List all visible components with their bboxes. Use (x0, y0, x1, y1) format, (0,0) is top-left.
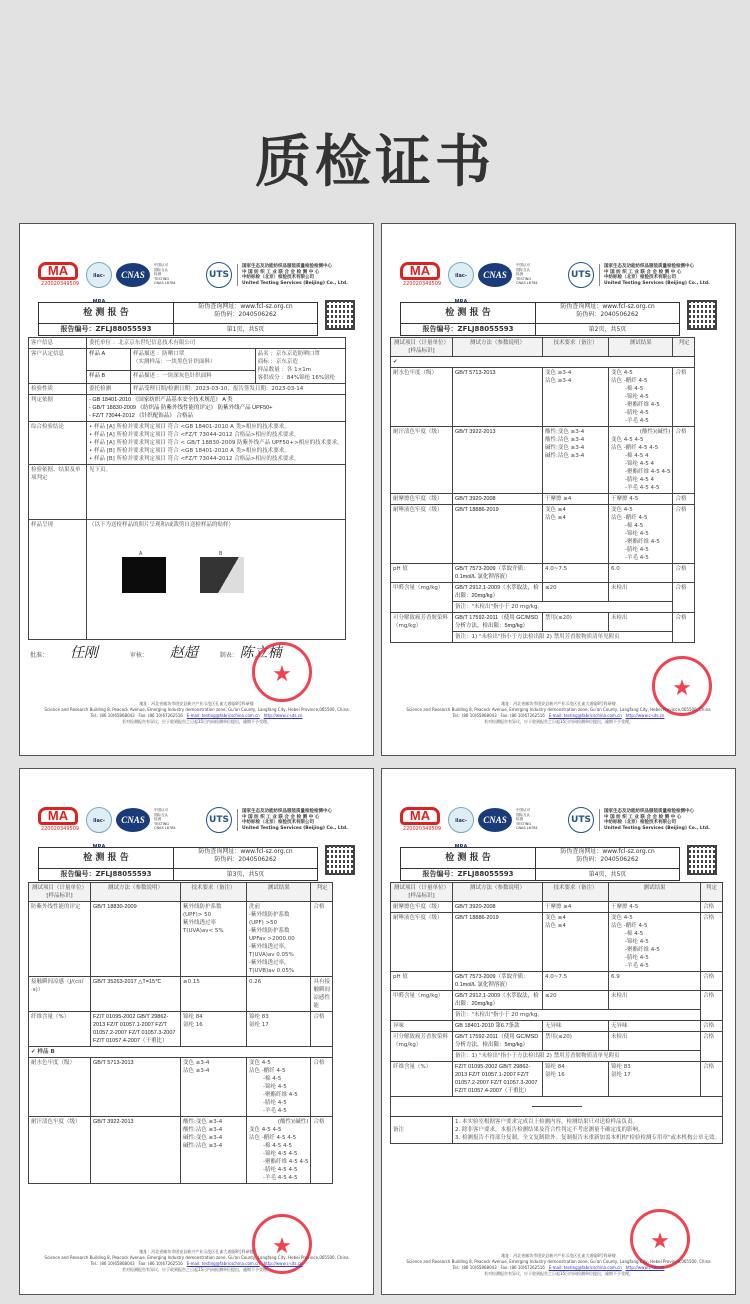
report-title: 检 测 报 告 (401, 303, 536, 323)
page-number: 第3页，共5页 (226, 871, 265, 878)
email-link[interactable]: E-mail: testing@fabricschina.com.cn (548, 1265, 622, 1270)
page-number: 第4页，共5页 (588, 871, 627, 878)
report-number: 报告编号：ZFLJ88055593 (401, 869, 536, 880)
website-link[interactable]: http://www.c-uts.cn (625, 713, 665, 718)
report-title: 检 测 报 告 (401, 848, 536, 868)
table-row: 可分解致癌芳香胺染料（mg/kg） GB/T 17592-2011（使用 GC/MSD 分析方法，检出限：5mg/kg） 禁用(≤20) 未检出 合格 (391, 613, 695, 632)
footer: 地址：河北省廊坊市固安县新兴产业示范区孔雀大道临8号科研楼 Science and Research Building 8, Peacock Avenue, Emerging Industry demonstration zone, Gu'an County, Langfang City, Hebei Province,065500, China Tel.: (86 10)65868043 Fax: (86 10)67262516 E-mail: testing@fabricschina.com.cn http://www.c-uts.cn 若对检测报告有异议，应于收到报告之日起15日内向检测单位提出，逾期不予受理。 (406, 701, 711, 724)
logo-bar (400, 262, 717, 305)
lab-name: 国家生态及功能纺织品服装质量检验检测中心 中 国 纺 织 工 业 联 合 会 检 测 中 心 中纺标检（北京）检验技术有限公司 United Testing Services (Beijing) Co., Ltd. (604, 264, 710, 286)
email-link[interactable]: E-mail: testing@fabricschina.com.cn (186, 713, 260, 718)
anti-fake-url: 防伪查询网址：www.fcl-sz.org.cn (198, 303, 293, 310)
uts-logo: UTS (568, 807, 594, 833)
report-page-1 (19, 223, 374, 756)
table-row: pH 值 GB/T 7573-2009（萃取介质：0.1mol/L 氯化钾溶液） 4.0~7.5 6.9 合格 (391, 972, 723, 991)
test-results-table: 测试项目（计量单位）[样品标识] 测试方法（参数说明） 技术要求（备注） 测试结果 判定 耐摩擦色牢度（级） GB/T 3920-2008 干摩擦 ≥4 干摩擦 4-5 合格 耐唾液色牢度（级） GB/T 18886-2019 变色 ≥4 沾色 ≥4 变色 4-5 沾色 -醋纤 4-5 -棉 4-5 -锦纶 4-5 -聚酯纤维 4-5 -腈纶 4-5 -羊毛 4-5 合格 pH 值 GB/T 7573-2009（萃取介质：0.1mol/L 氯化钾溶液） 4.0~7.5 6.9 合格 甲醛含量（mg/kg） GB/T 2912.1-2009（水萃取法，检出限：20mg/kg） ≤20 未检出 合格 备注："未检出"指小于 20 mg/kg。 异味 GB 18401-2010 第6.7条款 无异味 无异味 合格 可分解致癌芳香胺染料（mg/kg） GB/T 17592-2011（使用 GC/MSD 分析方法，检出限：5mg/kg） 禁用(≤20) 未检出 合格 备注：1) "未检出"指小于方法检出限 2) 禁用芳香胺物质清单见附页 纤维含量（%） FZ/T 01095-2002 GB/T 29862-2013 FZ/T 01057.1-2007 FZ/T 01057.2-2007 FZ/T 01057.3-2007 FZ/T 01057.4-2007（干重比） 锦纶 84 氨纶 16 锦纶 83 氨纶 17 合格 备注 1. 本实验室根据客户要求完成以上检测内容，检测结果只对送检样品负责。 2. 除非客户要求，本报告检测结果及符合性判定不考虑测量不确定度的影响。 3. 检测报告不得部分复制，全文复制除外。复制报告未重新加盖本机构"检验检测专用章"或本机构公章无效。 (390, 882, 723, 1144)
sample-b-section: ✔ 样品 B (29, 1047, 333, 1058)
official-stamp-icon: ★ (630, 1209, 690, 1269)
cnas-logo: CNAS (478, 808, 512, 832)
email-link[interactable]: E-mail: testing@fabricschina.com.cn (548, 713, 622, 718)
end-line (532, 1106, 582, 1107)
test-results-table: 测试项目（计量单位）[样品标识] 测试方法（参数说明） 技术要求（备注） 测试结果 判定 ✔ 耐水色牢度（级） GB/T 5713-2013 变色 ≥3-4 沾色 ≥3-4 变色 4-5 沾色 -醋纤 4-5 -棉 4-5 -锦纶 4-5 -聚酯纤维 4-5 -腈纶 4-5 -羊毛 4-5 合格 耐汗渍色牢度（级） GB/T 3922-2013 酸性:变色 ≥3-4 酸性:沾色 ≥3-4 碱性:变色 ≥3-4 碱性:沾色 ≥3-4 (酸性)(碱性) 变色 4-5 4-5 沾色 -醋纤 4-5 4-5 -棉 4-5 4 -锦纶 4-5 4 -聚酯纤维 4-5 4-5 -腈纶 4-5 4 -羊毛 4-5 4-5 合格 耐摩擦色牢度（级） GB/T 3920-2008 干摩擦 ≥4 干摩擦 4-5 合格 耐唾液色牢度（级） GB/T 18886-2019 变色 ≥4 沾色 ≥4 变色 4-5 沾色 -醋纤 4-5 -棉 4-5 -锦纶 4-5 -聚酯纤维 4-5 -腈纶 4-5 -羊毛 4-5 合格 pH 值 GB/T 7573-2009（萃取介质：0.1mol/L 氯化钾溶液） 4.0~7.5 6.0 合格 甲醛含量（mg/kg） GB/T 2912.1-2009（水萃取法，检出限：20mg/kg） ≤20 未检出 合格 备注："未检出"指小于 20 mg/kg。 可分解致癌芳香胺染料（mg/kg） GB/T 17592-2011（使用 GC/MSD 分析方法，检出限：5mg/kg） 禁用(≤20) 未检出 合格 备注：1) "未检出"指小于方法检出限 2) 禁用芳香胺物质清单见附页 (390, 337, 695, 643)
uts-logo: UTS (206, 807, 232, 833)
client-info-table: 客户信息 委托单位 ：北京京东世纪信息技术有限公司 客户认定信息 样品 A 样品描述 ：防晒口罩 （实测样品：一块黑色针织面料） 品名 ：京东京造防晒口罩 商标 ：京东京造 样品数量 ：各 1×1m 客供成分 ：84%锦纶 16%氨纶 样品 B 样品描述 ：一块深灰色针织面料 检验性质 委托检测 样品受理日期/检测日期：2023-03-10，报告签发日期：2023-03-14 判定依据 - GB 18401-2010 《国家纺织产品基本安全技术规范》 A 类 - GB/T 18830-2009 《纺织品 防紫外线性能的评定》 防紫外线产品 UPF50+ - FZ/T 73044-2012 《针织配饰品》 合格品 综合检验结论 • 样品 [A] 所检并要求判定项目 符合 <GB 18401-2010 A 类>相应的技术要求。 • 样品 [A] 所检并要求判定项目 符合 <FZ/T 73044-2012 合格品>相应的技术要求。 • 样品 [A] 所检并要求判定项目 符合 < GB/T 18830-2009 防紫外线产品 UPF50+>相应的技术要求。 • 样品 [B] 所检并要求判定项目 符合 <GB 18401-2010 A 类>相应的技术要求。 • 样品 [B] 所检并要求判定项目 符合 <FZ/T 73044-2012 合格品>相应的技术要求。 检验依据、结果及单项判定 见下页。 样品呈现 （以下为送检样品的照片呈现和/或裁剪自送检样品的贴样） A B (28, 337, 346, 640)
report-page-2 (381, 223, 736, 756)
cnas-text: 中国认可 国际互认 检测 TESTING CNAS L6784 (154, 263, 176, 285)
official-stamp-icon: ★ (252, 642, 312, 702)
test-results-table: 测试项目（计量单位）[样品标识] 测试方法（参数说明） 技术要求（备注） 测试结果 判定 防紫外线性能的评定 GB/T 18830-2009 紫外线防护系数 (UPF)> 50 紫外线透过率 T(UVA)av< 5% 洗前 -紫外线防护系数 (UPF) >50 -紫外线防护系数 UPFav >2000.00 -紫外线透过率， T(UVA)av 0.05% -紫外线透过率， T(UVB)av 0.05% 合格 接触瞬间凉感（J/(c㎡·s)） GB/T 35263-2017 △T=15℃ ≥0.15 0.26 具有接触瞬间凉感性能 纤维含量（%） FZ/T 01095-2002 GB/T 29862-2013 FZ/T 01057.1-2007 FZ/T 01057.2-2007 FZ/T 01057.3-2007 FZ/T 01057.4-2007（干重比） 锦纶 84 氨纶 16 锦纶 83 氨纶 17 合格 ✔ 样品 B 耐水色牢度（级） GB/T 5713-2013 变色 ≥3-4 沾色 ≥3-4 变色 4-5 沾色 -醋纤 4-5 -棉 4-5 -锦纶 4-5 -聚酯纤维 4-5 -腈纶 4-5 -羊毛 4-5 合格 耐汗渍色牢度（级） GB/T 3922-2013 酸性:变色 ≥3-4 酸性:沾色 ≥3-4 碱性:变色 ≥3-4 碱性:沾色 ≥3-4 (酸性)(碱性) 变色 4-5 4-5 沾色 -醋纤 4-5 4-5 -棉 4-5 4-5 -锦纶 4-5 4-5 -聚酯纤维 4-5 4-5 -腈纶 4-5 4-5 -羊毛 4-5 4-5 合格 (28, 882, 333, 1184)
table-row: 纤维含量（%） FZ/T 01095-2002 GB/T 29862-2013 FZ/T 01057.1-2007 FZ/T 01057.2-2007 FZ/T 01057.3-2007 FZ/T 01057.4-2007（干重比） 锦纶 84 氨纶 16 锦纶 83 氨纶 17 合格 (391, 1062, 723, 1097)
table-row: 接触瞬间凉感（J/(c㎡·s)） GB/T 35263-2017 △T=15℃ ≥0.15 0.26 具有接触瞬间凉感性能 (29, 977, 333, 1012)
cma-logo: MA 220020349509 (38, 807, 82, 833)
table-row: 耐水色牢度（级） GB/T 5713-2013 变色 ≥3-4 沾色 ≥3-4 变色 4-5 沾色 -醋纤 4-5 -棉 4-5 -锦纶 4-5 -聚酯纤维 4-5 -腈纶 4-5 -羊毛 4-5 合格 (391, 368, 695, 427)
divider (237, 264, 238, 286)
report-title: 检 测 报 告 (39, 303, 174, 323)
ilac-mra-logo: ilac-MRA (448, 807, 474, 833)
divider (237, 809, 238, 831)
footer: 地址：河北省廊坊市固安县新兴产业示范区孔雀大道临8号科研楼 Science and Research Building 8, Peacock Avenue, Emerging Industry demonstration zone, Gu'an County, Langfang City, Hebei Province,065500, China Tel.: (86 10)65868043 Fax: (86 10)67262516 E-mail: testing@fabricschina.com.cn http://www.c-uts.cn 若对检测报告有异议，应于收到报告之日起15日内向检测单位提出，逾期不予受理。 (406, 1253, 711, 1276)
footer: 地址：河北省廊坊市固安县新兴产业示范区孔雀大道临8号科研楼 Science and Research Building 8, Peacock Avenue, Emerging Industry demonstration zone, Gu'an County, Langfang City, Hebei Province,065500, China Tel.: (86 10)65868043 Fax: (86 10)67262516 E-mail: testing@fabricschina.com.cn http://www.c-uts.cn 若对检测报告有异议，应于收到报告之日起15日内向检测单位提出，逾期不予受理。 (44, 701, 349, 724)
table-row: 耐摩擦色牢度（级） GB/T 3920-2008 干摩擦 ≥4 干摩擦 4-5 合格 (391, 902, 723, 913)
cnas-text: 中国认可 国际互认 检测 TESTING CNAS L6784 (154, 808, 176, 830)
table-row: 耐汗渍色牢度（级） GB/T 3922-2013 酸性:变色 ≥3-4 酸性:沾色 ≥3-4 碱性:变色 ≥3-4 碱性:沾色 ≥3-4 (酸性)(碱性) 变色 4-5 4-5 沾色 -醋纤 4-5 4-5 -棉 4-5 4-5 -锦纶 4-5 4-5 -聚酯纤维 4-5 4-5 -腈纶 4-5 4-5 -羊毛 4-5 4-5 合格 (29, 1117, 333, 1184)
qr-code-icon (687, 300, 717, 330)
cma-logo: MA 220020349509 (400, 807, 444, 833)
sample-b-swatch (200, 557, 244, 593)
cnas-logo: CNAS (116, 263, 150, 287)
table-row: 耐摩擦色牢度（级） GB/T 3920-2008 干摩擦 ≥4 干摩擦 4-5 合格 (391, 494, 695, 505)
email-link[interactable]: E-mail: testing@fabricschina.com.cn (186, 1261, 260, 1266)
report-title: 检 测 报 告 (39, 848, 174, 868)
logo-bar (38, 262, 355, 305)
table-row: 耐唾液色牢度（级） GB/T 18886-2019 变色 ≥4 沾色 ≥4 变色 4-5 沾色 -醋纤 4-5 -棉 4-5 -锦纶 4-5 -聚酯纤维 4-5 -腈纶 4-5 -羊毛 4-5 合格 (391, 505, 695, 564)
divider (599, 809, 600, 831)
page-title: 质检证书 (255, 130, 495, 195)
website-link[interactable]: http://www.c-uts.cn (263, 1261, 303, 1266)
report-header: 检 测 报 告 防伪查询网址：www.fcl-sz.org.cn 防伪码：2040506262 报告编号：ZFLJ88055593 第2页，共5页 (400, 302, 680, 336)
report-page-4 (381, 768, 736, 1295)
report-number: 报告编号：ZFLJ88055593 (39, 869, 174, 880)
qr-code-icon (325, 845, 355, 875)
table-row: 耐水色牢度（级） GB/T 5713-2013 变色 ≥3-4 沾色 ≥3-4 变色 4-5 沾色 -醋纤 4-5 -棉 4-5 -锦纶 4-5 -聚酯纤维 4-5 -腈纶 4-5 -羊毛 4-5 合格 (29, 1058, 333, 1117)
remarks-row: 备注 1. 本实验室根据客户要求完成以上检测内容，检测结果只对送检样品负责。 2. 除非客户要求，本报告检测结果及符合性判定不考虑测量不确定度的影响。 3. 检测报告不得部分复制，全文复制除外。复制报告未重新加盖本机构"检验检测专用章"或本机构公章无效。 (391, 1117, 723, 1144)
ilac-mra-logo: ilac-MRA (86, 262, 112, 288)
sample-a-swatch (122, 557, 166, 593)
report-number: 报告编号：ZFLJ88055593 (39, 324, 174, 335)
cnas-text: 中国认可 国际互认 检测 TESTING CNAS L6784 (516, 263, 538, 285)
report-number: 报告编号：ZFLJ88055593 (401, 324, 536, 335)
cma-logo: MA 220020349509 (38, 262, 82, 288)
page-number: 第1页，共5页 (226, 326, 265, 333)
table-row: 耐汗渍色牢度（级） GB/T 3922-2013 酸性:变色 ≥3-4 酸性:沾色 ≥3-4 碱性:变色 ≥3-4 碱性:沾色 ≥3-4 (酸性)(碱性) 变色 4-5 4-5 沾色 -醋纤 4-5 4-5 -棉 4-5 4 -锦纶 4-5 4 -聚酯纤维 4-5 4-5 -腈纶 4-5 4 -羊毛 4-5 4-5 合格 (391, 427, 695, 494)
page-number: 第2页，共5页 (588, 326, 627, 333)
report-header (38, 302, 318, 336)
ilac-mra-logo: ilac-MRA (86, 807, 112, 833)
check-icon: ✔ (391, 357, 695, 368)
table-row: 耐唾液色牢度（级） GB/T 18886-2019 变色 ≥4 沾色 ≥4 变色 4-5 沾色 -醋纤 4-5 -棉 4-5 -锦纶 4-5 -聚酯纤维 4-5 -腈纶 4-5 -羊毛 4-5 合格 (391, 913, 723, 972)
qr-code-icon (325, 300, 355, 330)
website-link[interactable]: http://www.c-uts.cn (263, 713, 303, 718)
report-header: 检 测 报 告 防伪查询网址：www.fcl-sz.org.cn 防伪码：2040506262 报告编号：ZFLJ88055593 第3页，共5页 (38, 847, 318, 881)
lab-name: 国家生态及功能纺织品服装质量检验检测中心 中 国 纺 织 工 业 联 合 会 检 测 中 心 中纺标检（北京）检验技术有限公司 United Testing Services (Beijing) Co., Ltd. (242, 264, 348, 286)
table-row: 防紫外线性能的评定 GB/T 18830-2009 紫外线防护系数 (UPF)> 50 紫外线透过率 T(UVA)av< 5% 洗前 -紫外线防护系数 (UPF) >50 -紫外线防护系数 UPFav >2000.00 -紫外线透过率， T(UVA)av 0.05% -紫外线透过率， T(UVB)av 0.05% 合格 (29, 902, 333, 977)
uts-logo: UTS (568, 262, 594, 288)
cnas-logo: CNAS (116, 808, 150, 832)
table-row: pH 值 GB/T 7573-2009（萃取介质：0.1mol/L 氯化钾溶液） 4.0~7.5 6.0 合格 (391, 564, 695, 583)
cnas-logo: CNAS (478, 263, 512, 287)
report-page-3 (19, 768, 374, 1295)
cnas-text: 中国认可 国际互认 检测 TESTING CNAS L6784 (516, 808, 538, 830)
uts-logo: UTS (206, 262, 232, 288)
table-row: 甲醛含量（mg/kg） GB/T 2912.1-2009（水萃取法，检出限：20mg/kg） ≤20 未检出 合格 (391, 991, 723, 1010)
signatures: 批准： 任刚 审核： 赵超 制表： 陈立楠 (30, 645, 282, 661)
table-row: 可分解致癌芳香胺染料（mg/kg） GB/T 17592-2011（使用 GC/MSD 分析方法，检出限：5mg/kg） 禁用(≤20) 未检出 合格 (391, 1032, 723, 1051)
table-row: 异味 GB 18401-2010 第6.7条款 无异味 无异味 合格 (391, 1021, 723, 1032)
official-stamp-icon: ★ (652, 656, 712, 716)
footer: 地址：河北省廊坊市固安县新兴产业示范区孔雀大道临8号科研楼 Science and Research Building 8, Peacock Avenue, Emerging Industry demonstration zone, Gu'an County, Langfang City, Hebei Province,065500, China Tel.: (86 10)65868043 Fax: (86 10)67262516 E-mail: testing@fabricschina.com.cn http://www.c-uts.cn 若对检测报告有异议，应于收到报告之日起15日内向检测单位提出，逾期不予受理。 (44, 1249, 349, 1272)
table-row: 纤维含量（%） FZ/T 01095-2002 GB/T 29862-2013 FZ/T 01057.1-2007 FZ/T 01057.2-2007 FZ/T 01057.3-2007 FZ/T 01057.4-2007（干重比） 锦纶 84 氨纶 16 锦纶 83 氨纶 17 合格 (29, 1012, 333, 1047)
lab-name: 国家生态及功能纺织品服装质量检验检测中心 中 国 纺 织 工 业 联 合 会 检 测 中 心 中纺标检（北京）检验技术有限公司 United Testing Services (Beijing) Co., Ltd. (242, 809, 348, 831)
official-stamp-icon: ★ (252, 1214, 312, 1274)
cma-logo: MA 220020349509 (400, 262, 444, 288)
ilac-mra-logo: ilac-MRA (448, 262, 474, 288)
table-row: 甲醛含量（mg/kg） GB/T 2912.1-2009（水萃取法，检出限：20mg/kg） ≤20 未检出 合格 (391, 583, 695, 602)
website-link[interactable]: http://www.c-uts.cn (625, 1265, 665, 1270)
qr-code-icon (687, 845, 717, 875)
lab-name: 国家生态及功能纺织品服装质量检验检测中心 中 国 纺 织 工 业 联 合 会 检 测 中 心 中纺标检（北京）检验技术有限公司 United Testing Services (Beijing) Co., Ltd. (604, 809, 710, 831)
report-header: 检 测 报 告 防伪查询网址：www.fcl-sz.org.cn 防伪码：2040506262 报告编号：ZFLJ88055593 第4页，共5页 (400, 847, 680, 881)
anti-fake-code: 防伪码：2040506262 (214, 311, 277, 318)
logo-bar (400, 807, 717, 850)
divider (599, 264, 600, 286)
logo-bar (38, 807, 355, 850)
